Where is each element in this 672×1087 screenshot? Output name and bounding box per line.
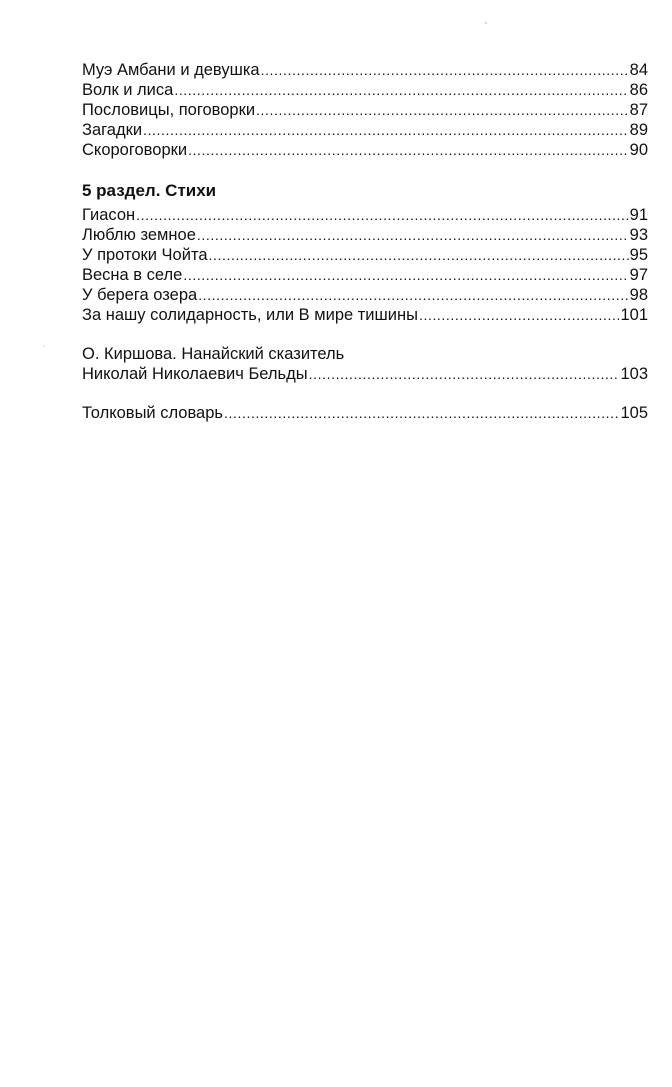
article-title-line: О. Киршова. Нанайский сказитель — [82, 345, 345, 363]
toc-dot-leader — [188, 140, 629, 160]
toc-dot-leader — [174, 80, 628, 100]
toc-entry-page: 103 — [620, 365, 648, 383]
toc-entry-title: У берега озера — [82, 286, 198, 304]
section-heading: 5 раздел. Стихи — [82, 181, 217, 200]
toc-entry-page: 98 — [629, 286, 648, 304]
toc-entry-title: Весна в селе — [82, 266, 183, 284]
scan-speck — [485, 22, 487, 24]
toc-dot-leader — [198, 285, 628, 305]
toc-dot-leader — [197, 225, 629, 245]
toc-entry-title: За нашу солидарность, или В мире тишины — [82, 306, 418, 324]
spacer — [82, 160, 648, 181]
scan-speck — [43, 345, 45, 347]
toc-entry[interactable] — [82, 60, 648, 80]
toc-dot-leader — [256, 100, 629, 120]
toc-entry-page: 84 — [629, 61, 648, 79]
toc-entry[interactable] — [82, 100, 648, 120]
toc-dot-leader — [261, 60, 629, 80]
toc-entry-title: Волк и лиса — [82, 81, 174, 99]
toc-entry-page: 86 — [629, 81, 648, 99]
toc-entry[interactable] — [82, 403, 648, 423]
toc-entry-page: 90 — [629, 141, 648, 159]
toc-entry[interactable] — [82, 245, 648, 265]
toc-entry[interactable] — [82, 285, 648, 305]
toc-dot-leader — [143, 120, 629, 140]
toc-entry[interactable] — [82, 140, 648, 160]
toc-dot-leader — [419, 305, 620, 325]
toc-entry[interactable] — [82, 305, 648, 325]
toc-entry-page: 97 — [629, 266, 648, 284]
toc-entry[interactable] — [82, 205, 648, 225]
toc-entry-title: Скороговорки — [82, 141, 188, 159]
toc-entry-page: 93 — [629, 226, 648, 244]
toc-entry-title: Николай Николаевич Бельды — [82, 365, 308, 383]
toc-entry-title: Люблю земное — [82, 226, 196, 244]
toc-entry-title: Пословицы, поговорки — [82, 101, 256, 119]
toc-dot-leader — [224, 403, 619, 423]
toc-entry-page: 101 — [620, 306, 648, 324]
table-of-contents — [82, 60, 648, 423]
toc-entry-title: Толковый словарь — [82, 404, 224, 422]
toc-entry[interactable] — [82, 225, 648, 245]
toc-entry-title: Загадки — [82, 121, 143, 139]
toc-entry[interactable] — [82, 265, 648, 285]
toc-entry-page: 95 — [629, 246, 648, 264]
toc-entry-title: Муэ Амбани и девушка — [82, 61, 260, 79]
toc-entry[interactable] — [82, 80, 648, 100]
spacer — [82, 325, 648, 344]
toc-dot-leader — [209, 245, 629, 265]
toc-dot-leader — [136, 205, 629, 225]
toc-entry[interactable] — [82, 364, 648, 384]
toc-entry-page: 89 — [629, 121, 648, 139]
toc-entry-page: 87 — [629, 101, 648, 119]
toc-entry-page: 91 — [629, 206, 648, 224]
toc-entry-page: 105 — [620, 404, 648, 422]
spacer — [82, 384, 648, 403]
toc-entry-title: У протоки Чойта — [82, 246, 208, 264]
toc-entry-title: Гиасон — [82, 206, 136, 224]
toc-entry[interactable] — [82, 120, 648, 140]
toc-dot-leader — [183, 265, 628, 285]
toc-dot-leader — [309, 364, 620, 384]
